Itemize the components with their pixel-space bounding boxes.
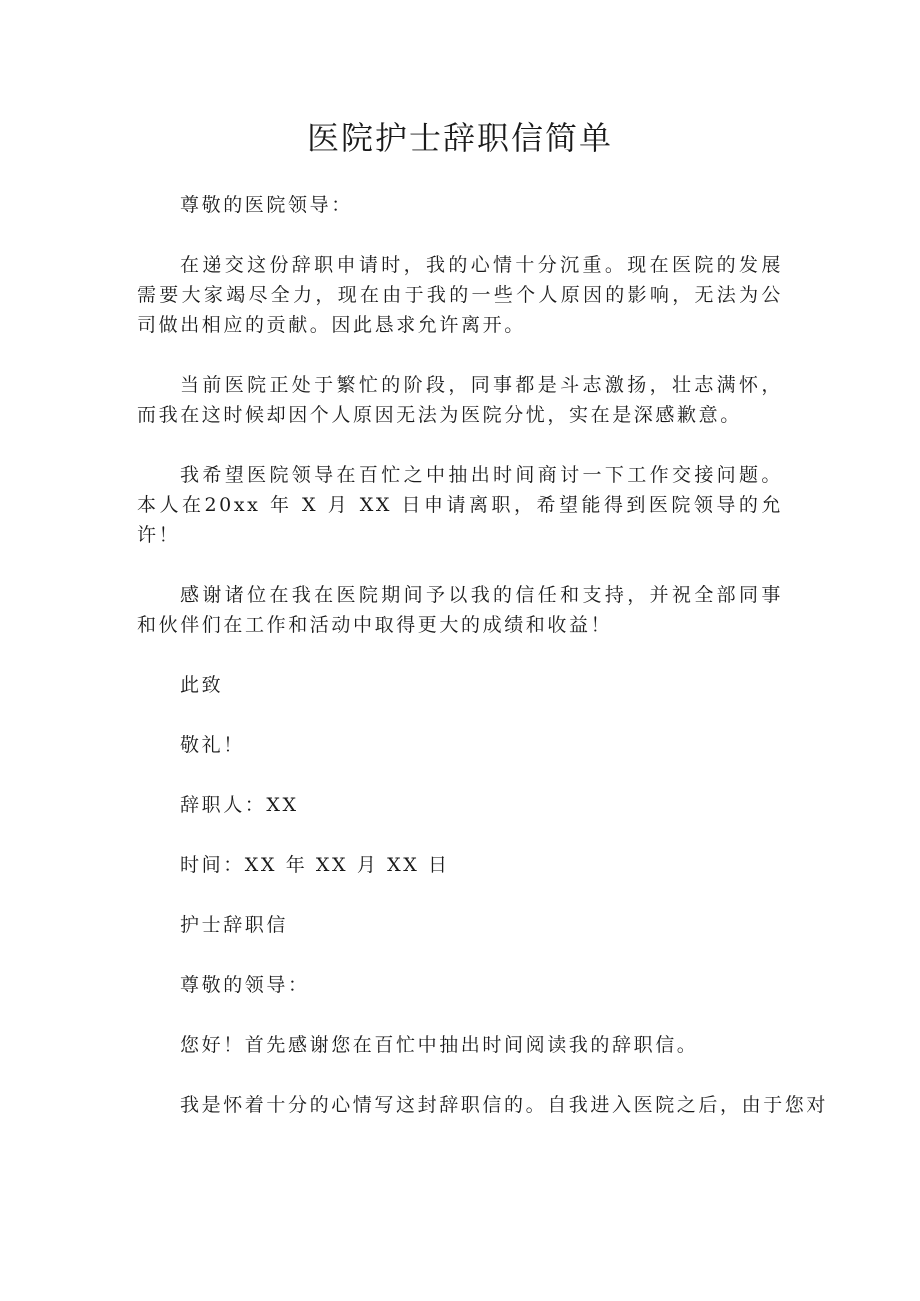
document-title: 医院护士辞职信简单 [306,119,613,157]
date-line: 时间：XX 年 XX 月 XX 日 [180,854,450,876]
second-salutation: 尊敬的领导： [180,974,310,996]
paragraph-3: 我希望医院领导在百忙之中抽出时间商讨一下工作交接问题。本人在20xx 年 X 月 XX 日申请离职，希望能得到医院领导的允许！ [137,464,783,546]
paragraph-4: 感谢诸位在我在医院期间予以我的信任和支持，并祝全部同事和伙伴们在工作和活动中取得更大的成绩和收益！ [137,584,783,636]
closing-line-2: 敬礼！ [180,734,245,756]
salutation: 尊敬的医院领导： [180,194,353,216]
closing-line-1: 此致 [180,674,224,696]
second-greeting: 您好！首先感谢您在百忙中抽出时间阅读我的辞职信。 [180,1034,699,1056]
signer: 辞职人：XX [180,794,299,816]
second-paragraph-start: 我是怀着十分的心情写这封辞职信的。自我进入医院之后，由于您对 [180,1094,829,1116]
second-heading: 护士辞职信 [180,914,289,936]
document-body [137,190,829,1150]
paragraph-1: 在递交这份辞职申请时，我的心情十分沉重。现在医院的发展需要大家竭尽全力，现在由于我的一些个人原因的影响，无法为公司做出相应的贡献。因此恳求允许离开。 [137,254,783,336]
paragraph-2: 当前医院正处于繁忙的阶段，同事都是斗志激扬，壮志满怀，而我在这时候却因个人原因无法为医院分忧，实在是深感歉意。 [137,374,783,426]
